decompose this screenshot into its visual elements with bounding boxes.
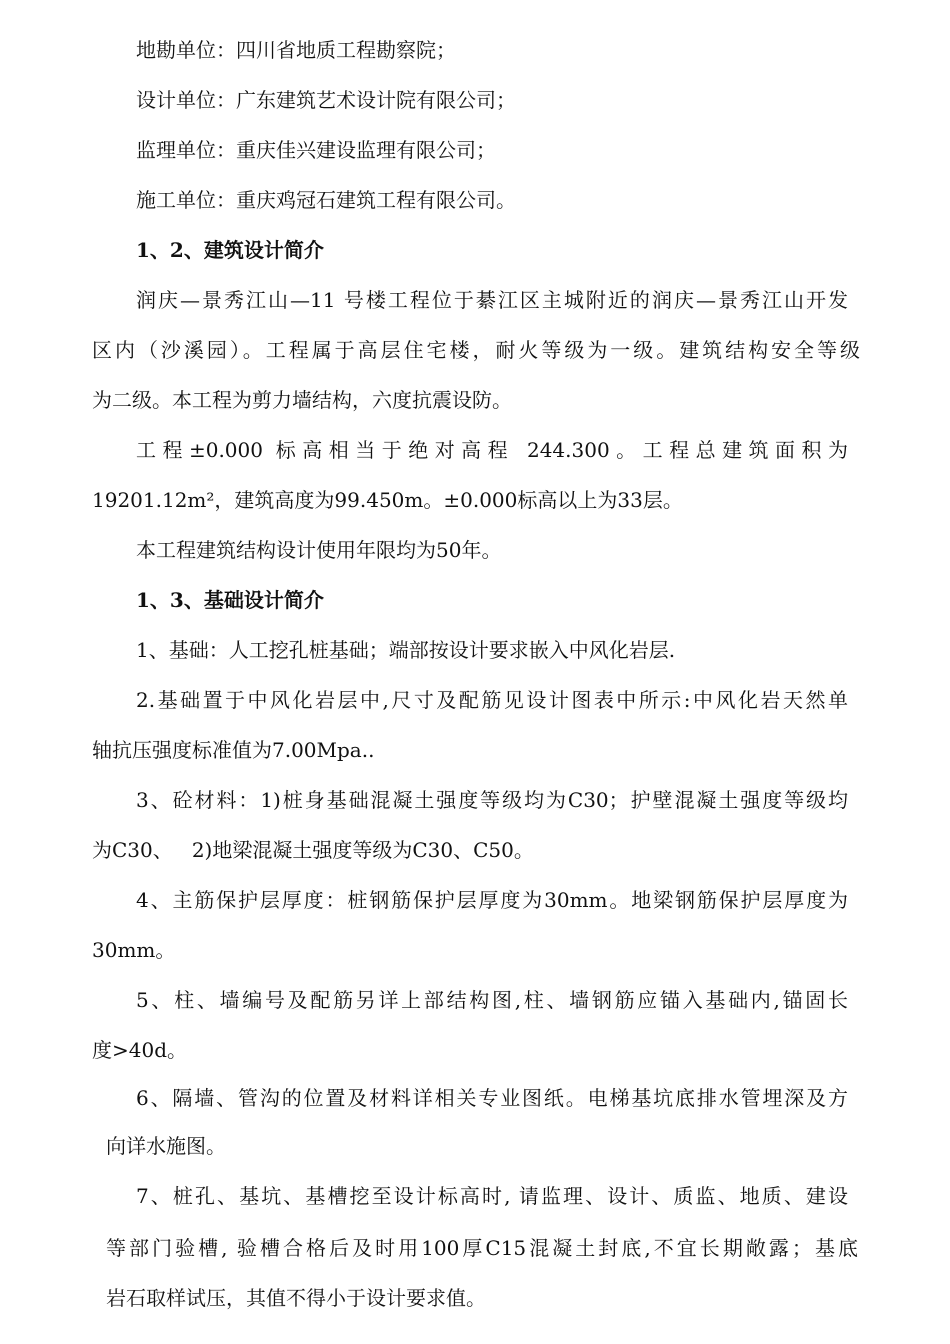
- survey-unit-line: 地勘单位：四川省地质工程勘察院；: [136, 38, 456, 62]
- section-heading-building-design: 1、2、建筑设计简介: [136, 238, 324, 262]
- paragraph-line: 工程±0.000 标高相当于绝对高程 244.300。工程总建筑面积为: [136, 438, 848, 462]
- list-item: 2.基础置于中风化岩层中,尺寸及配筋见设计图表中所示:中风化岩天然单: [136, 688, 848, 712]
- paragraph-line: 润庆—景秀江山—11 号楼工程位于綦江区主城附近的润庆—景秀江山开发: [136, 288, 848, 312]
- list-item: 1、基础：人工挖孔桩基础；端部按设计要求嵌入中风化岩层.: [136, 638, 676, 662]
- list-item: 5、柱、墙编号及配筋另详上部结构图,柱、墙钢筋应锚入基础内,锚固长: [136, 988, 848, 1012]
- list-item: 3、砼材料：1)桩身基础混凝土强度等级均为C30；护壁混凝土强度等级均: [136, 788, 848, 812]
- construction-unit-line: 施工单位：重庆鸡冠石建筑工程有限公司。: [136, 188, 516, 212]
- list-item-continuation: 度>40d。: [92, 1038, 188, 1062]
- supervision-unit-line: 监理单位：重庆佳兴建设监理有限公司；: [136, 138, 496, 162]
- list-item-continuation: 30mm。: [92, 938, 176, 962]
- section-heading-foundation-design: 1、3、基础设计简介: [136, 588, 324, 612]
- list-item-continuation: 向详水施图。: [106, 1134, 226, 1158]
- list-item-continuation: 等部门验槽, 验槽合格后及时用100厚C15混凝土封底,不宜长期敞露；基底: [106, 1236, 858, 1260]
- list-item: 6、隔墙、管沟的位置及材料详相关专业图纸。电梯基坑底排水管埋深及方: [136, 1086, 848, 1110]
- paragraph-line: 为二级。本工程为剪力墙结构，六度抗震设防。: [92, 388, 512, 412]
- paragraph-line: 本工程建筑结构设计使用年限均为50年。: [136, 538, 502, 562]
- paragraph-line: 19201.12m²，建筑高度为99.450m。±0.000标高以上为33层。: [92, 488, 683, 512]
- paragraph-line: 区内（沙溪园）。工程属于高层住宅楼，耐火等级为一级。建筑结构安全等级: [92, 338, 860, 362]
- list-item: 7、桩孔、基坑、基槽挖至设计标高时, 请监理、设计、质监、地质、建设: [136, 1184, 848, 1208]
- list-item-continuation: 为C30、 2)地梁混凝土强度等级为C30、C50。: [92, 838, 534, 862]
- list-item-continuation: 岩石取样试压，其值不得小于设计要求值。: [106, 1286, 486, 1310]
- list-item: 4、主筋保护层厚度：桩钢筋保护层厚度为30mm。地梁钢筋保护层厚度为: [136, 888, 848, 912]
- design-unit-line: 设计单位：广东建筑艺术设计院有限公司；: [136, 88, 516, 112]
- list-item-continuation: 轴抗压强度标准值为7.00Mpa..: [92, 738, 375, 762]
